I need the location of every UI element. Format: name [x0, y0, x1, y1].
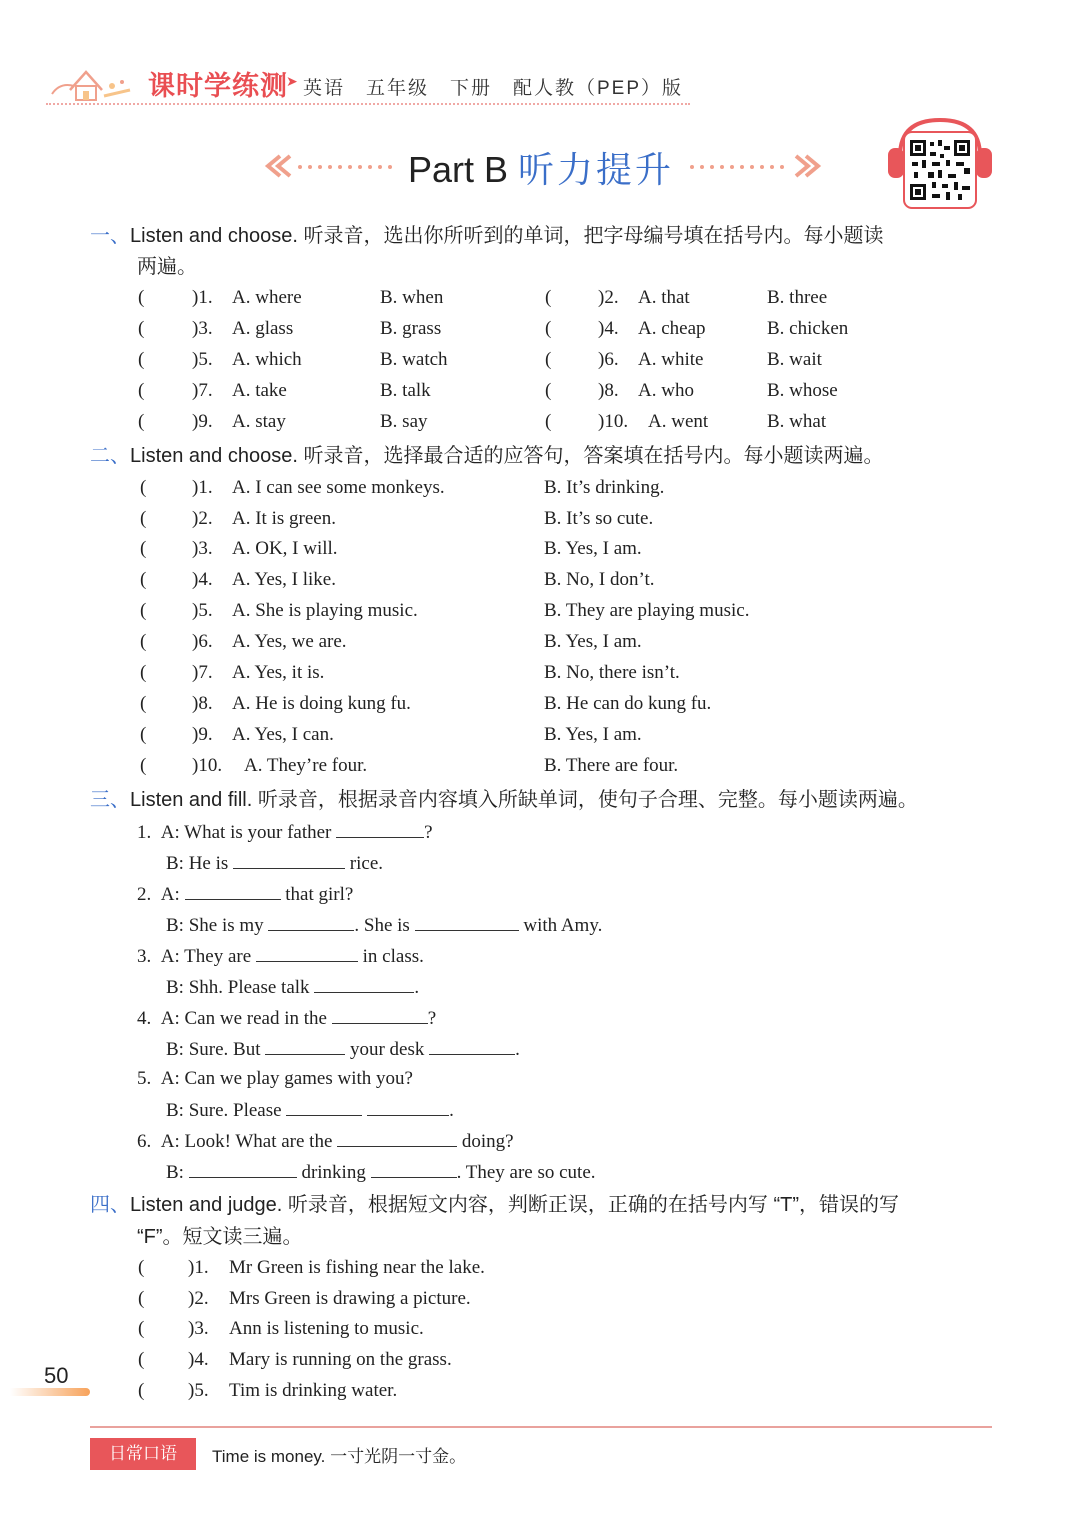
s3-q6-a [137, 1128, 514, 1154]
q-text: in class. [362, 946, 424, 967]
section-3-title [90, 785, 918, 816]
s1-item-4-no: )4. [598, 318, 619, 339]
q-text: They are [184, 946, 252, 967]
paren-open: ( [545, 380, 552, 401]
header-divider [46, 103, 690, 105]
s2-item-9-b: B. Yes, I am. [544, 724, 642, 745]
q-number: 1. [137, 822, 152, 843]
s1-item-10-a: A. went [648, 411, 709, 432]
part-subtitle: 听力提升 [518, 149, 675, 190]
paren-open: ( [138, 349, 145, 370]
s3-q1-a [137, 819, 433, 845]
subject-info: 英语 五年级 下册 配人教（PEP）版 [303, 78, 684, 99]
s3-q3-a [137, 943, 424, 969]
q-text: Sure. Please [188, 1100, 282, 1121]
paren-open: ( [138, 1349, 145, 1370]
s1-item-5-no: )5. [192, 349, 213, 370]
s2-item-2-b: B. It’s so cute. [544, 508, 654, 529]
footer-divider [90, 1426, 992, 1428]
paren-open: ( [545, 287, 552, 308]
q-text: . She is [354, 915, 410, 936]
s4-item-4-no: )4. [188, 1349, 209, 1370]
s1-item-5-a: A. which [232, 349, 302, 370]
answer-blank[interactable] [265, 1036, 345, 1055]
s1-item-2-b: B. three [767, 287, 828, 308]
paren-open: ( [138, 1288, 145, 1309]
speaker-label: B: [166, 977, 184, 998]
s2-item-10-b: B. There are four. [544, 755, 679, 776]
s2-item-8-b: B. He can do kung fu. [544, 693, 712, 714]
q-text: Sure. But [188, 1039, 261, 1060]
s3-q6-b [166, 1159, 596, 1185]
s4-item-4-text: Mary is running on the grass. [229, 1349, 452, 1370]
s1-item-1-a: A. where [232, 287, 302, 308]
answer-blank[interactable] [314, 974, 414, 993]
s2-item-4-b: B. No, I don’t. [544, 569, 655, 590]
q-text: doing? [461, 1131, 514, 1152]
s2-item-1-a: A. I can see some monkeys. [232, 477, 445, 498]
s1-item-9-no: )9. [192, 411, 213, 432]
q-text: Can we play games with you? [184, 1068, 413, 1089]
s2-item-5-a: A. She is playing music. [232, 600, 418, 621]
s2-item-7-a: A. Yes, it is. [232, 662, 325, 683]
s1-item-7-a: A. take [232, 380, 287, 401]
paren-open: ( [138, 1380, 145, 1401]
q-text: with Amy. [523, 915, 603, 936]
q-text: . [414, 977, 420, 998]
s4-item-3-no: )3. [188, 1318, 209, 1339]
s1-item-9-b: B. say [380, 411, 428, 432]
page-title [408, 142, 674, 193]
s4-item-5-text: Tim is drinking water. [229, 1380, 398, 1401]
q-text: He is [188, 853, 229, 874]
s2-item-8-a: A. He is doing kung fu. [232, 693, 411, 714]
answer-blank[interactable] [185, 881, 281, 900]
s1-item-8-b: B. whose [767, 380, 838, 401]
q-number: 2. [137, 884, 152, 905]
speaker-label: A: [160, 1131, 180, 1152]
s3-q4-b [166, 1036, 520, 1062]
paren-open: ( [140, 693, 147, 714]
double-chevron-left-icon [262, 150, 397, 182]
s1-item-6-a: A. white [638, 349, 704, 370]
paren-open: ( [138, 1257, 145, 1278]
s4-item-1-text: Mr Green is fishing near the lake. [229, 1257, 485, 1278]
paren-open: ( [140, 569, 147, 590]
s1-item-2-a: A. that [638, 287, 690, 308]
s4-item-1-no: )1. [188, 1257, 209, 1278]
section-3-number: 三、 [90, 789, 130, 811]
s2-item-10-no: )10. [192, 755, 223, 776]
q-text: Look! What are the [184, 1131, 333, 1152]
s1-item-1-no: )1. [192, 287, 213, 308]
q-text: . They are so cute. [456, 1162, 596, 1183]
s2-item-9-a: A. Yes, I can. [232, 724, 334, 745]
section-3-instruction: Listen and fill. 听录音，根据录音内容填入所缺单词，使句子合理、完整。每小题读两遍。 [130, 789, 918, 811]
s1-item-4-b: B. chicken [767, 318, 849, 339]
s1-item-10-b: B. what [767, 411, 827, 432]
paren-open: ( [138, 1318, 145, 1339]
section-4-number: 四、 [90, 1194, 130, 1216]
section-4-title [90, 1190, 899, 1221]
paren-open: ( [140, 724, 147, 745]
arrow-right-icon: ➤ [286, 75, 298, 90]
answer-blank[interactable] [336, 819, 424, 838]
answer-blank[interactable] [286, 1097, 362, 1116]
answer-blank[interactable] [268, 912, 354, 931]
s3-q4-a [137, 1005, 436, 1031]
s4-item-5-no: )5. [188, 1380, 209, 1401]
s4-item-2-text: Mrs Green is drawing a picture. [229, 1288, 471, 1309]
paren-open: ( [140, 477, 147, 498]
paren-open: ( [140, 755, 147, 776]
section-2-title [90, 441, 883, 472]
s2-item-2-no: )2. [192, 508, 213, 529]
answer-blank[interactable] [332, 1005, 428, 1024]
q-text: She is my [188, 915, 264, 936]
q-text: rice. [349, 853, 384, 874]
q-text: drinking [301, 1162, 366, 1183]
s2-item-3-no: )3. [192, 538, 213, 559]
s3-q1-b [166, 850, 383, 876]
section-1-instruction: Listen and choose. 听录音，选出你所听到的单词，把字母编号填在括号内。每小题读 [130, 225, 884, 247]
s1-item-8-a: A. who [638, 380, 694, 401]
s2-item-4-no: )4. [192, 569, 213, 590]
section-2-number: 二、 [90, 445, 130, 467]
answer-blank[interactable] [233, 850, 345, 869]
s3-q5-a [137, 1067, 413, 1091]
s1-item-6-no: )6. [598, 349, 619, 370]
footer-badge: 日常口语 [90, 1438, 196, 1470]
paren-open: ( [138, 380, 145, 401]
qr-code-headphones-icon[interactable] [886, 116, 994, 212]
q-text: What is your father [184, 822, 332, 843]
paren-open: ( [140, 538, 147, 559]
answer-blank[interactable] [189, 1159, 297, 1178]
paren-open: ( [545, 349, 552, 370]
paren-open: ( [545, 318, 552, 339]
s1-item-3-a: A. glass [232, 318, 294, 339]
s1-item-2-no: )2. [598, 287, 619, 308]
s2-item-8-no: )8. [192, 693, 213, 714]
s3-q2-a [137, 881, 353, 907]
part-label: Part B [408, 149, 509, 190]
answer-blank[interactable] [429, 1036, 515, 1055]
s2-item-9-no: )9. [192, 724, 213, 745]
paren-open: ( [140, 508, 147, 529]
paren-open: ( [545, 411, 552, 432]
s1-item-3-no: )3. [192, 318, 213, 339]
page-number-bar [10, 1388, 90, 1396]
section-1-title [90, 221, 883, 252]
q-number: 6. [137, 1131, 152, 1152]
s3-q3-b [166, 974, 419, 1000]
q-text: ? [424, 822, 433, 843]
s4-item-2-no: )2. [188, 1288, 209, 1309]
speaker-label: A: [160, 946, 180, 967]
speaker-label: B: [166, 1162, 184, 1183]
house-pencil-logo-icon [46, 60, 138, 104]
paren-open: ( [140, 631, 147, 652]
s2-item-10-a: A. They’re four. [244, 755, 368, 776]
s2-item-7-b: B. No, there isn’t. [544, 662, 680, 683]
s1-item-9-a: A. stay [232, 411, 286, 432]
s2-item-5-no: )5. [192, 600, 213, 621]
page-number: 50 [44, 1363, 69, 1388]
speaker-label: B: [166, 915, 184, 936]
footer-proverb: Time is money. 一寸光阴一寸金。 [212, 1447, 467, 1466]
q-text: Shh. Please talk [188, 977, 310, 998]
s2-item-6-a: A. Yes, we are. [232, 631, 347, 652]
s2-item-1-no: )1. [192, 477, 213, 498]
section-1-instruction-cont: 两遍。 [137, 256, 197, 278]
answer-blank[interactable] [337, 1128, 457, 1147]
speaker-label: B: [166, 853, 184, 874]
s2-item-3-b: B. Yes, I am. [544, 538, 642, 559]
q-number: 3. [137, 946, 152, 967]
paren-open: ( [140, 662, 147, 683]
s1-item-1-b: B. when [380, 287, 444, 308]
s1-item-3-b: B. grass [380, 318, 442, 339]
s1-item-10-no: )10. [598, 411, 629, 432]
paren-open: ( [138, 287, 145, 308]
s3-q2-b [166, 912, 602, 938]
s2-item-1-b: B. It’s drinking. [544, 477, 665, 498]
speaker-label: A: [160, 884, 180, 905]
speaker-label: A: [160, 822, 180, 843]
s2-item-2-a: A. It is green. [232, 508, 336, 529]
section-4-instruction-cont: “F”。短文读三遍。 [137, 1226, 303, 1248]
q-text: your desk [349, 1039, 425, 1060]
answer-blank[interactable] [367, 1097, 449, 1116]
s2-item-6-no: )6. [192, 631, 213, 652]
s1-item-7-b: B. talk [380, 380, 431, 401]
paren-open: ( [140, 600, 147, 621]
paren-open: ( [138, 318, 145, 339]
speaker-label: A: [160, 1068, 180, 1089]
s1-item-7-no: )7. [192, 380, 213, 401]
q-number: 5. [137, 1068, 152, 1089]
s2-item-4-a: A. Yes, I like. [232, 569, 336, 590]
q-text: . [449, 1100, 454, 1121]
s1-item-4-a: A. cheap [638, 318, 706, 339]
paren-open: ( [138, 411, 145, 432]
q-text: Can we read in the [184, 1008, 327, 1029]
q-text: ? [427, 1008, 437, 1029]
s1-item-5-b: B. watch [380, 349, 448, 370]
answer-blank[interactable] [371, 1159, 457, 1178]
speaker-label: A: [160, 1008, 180, 1029]
section-1-number: 一、 [90, 225, 130, 247]
section-4-instruction: Listen and judge. 听录音，根据短文内容，判断正误，正确的在括号内写 “T”，错误的写 [130, 1194, 899, 1216]
answer-blank[interactable] [415, 912, 519, 931]
s2-item-7-no: )7. [192, 662, 213, 683]
answer-blank[interactable] [256, 943, 358, 962]
s2-item-5-b: B. They are playing music. [544, 600, 750, 621]
series-title: 课时学练测 [148, 71, 288, 101]
section-2-instruction: Listen and choose. 听录音，选择最合适的应答句，答案填在括号内。每小题读两遍。 [130, 445, 884, 467]
q-text: . [515, 1039, 520, 1060]
s1-item-8-no: )8. [598, 380, 619, 401]
s1-item-6-b: B. wait [767, 349, 822, 370]
speaker-label: B: [166, 1039, 184, 1060]
q-text: that girl? [285, 884, 354, 905]
speaker-label: B: [166, 1100, 184, 1121]
q-number: 4. [137, 1008, 152, 1029]
s2-item-3-a: A. OK, I will. [232, 538, 338, 559]
double-chevron-right-icon [688, 150, 823, 182]
s3-q5-b [166, 1097, 454, 1123]
s4-item-3-text: Ann is listening to music. [229, 1318, 424, 1339]
s2-item-6-b: B. Yes, I am. [544, 631, 642, 652]
